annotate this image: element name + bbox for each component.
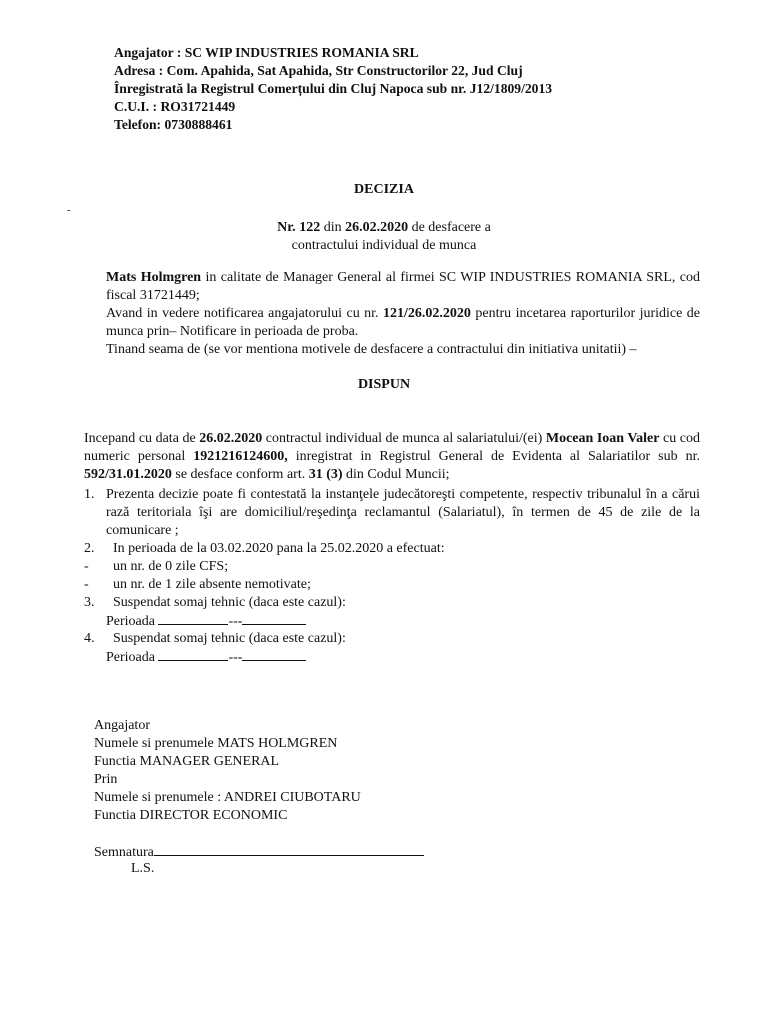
item-1-number: 1. — [84, 487, 95, 502]
intro-line3: Tinand seama de (se vor mentiona motivele de desfacere a contractului din initiativa unitatii) – — [106, 342, 637, 357]
dash-2: - — [84, 577, 89, 592]
decision-subject-1: de desfacere a — [408, 220, 491, 235]
decision-nr: 122 — [299, 220, 321, 235]
employer-header — [114, 44, 552, 134]
body-text-e: se desface conform art. — [171, 467, 309, 482]
employee-name: Mocean Ioan Valer — [545, 431, 660, 446]
body-text-b: contractul individual de munca al salariatului/(ei) — [262, 431, 546, 446]
stamp-placeholder: L.S. — [131, 861, 155, 876]
intro-line1: in calitate de Manager General al firmei SC WIP INDUSTRIES ROMANIA SRL, cod fiscal 31721449; — [106, 270, 700, 303]
decision-subject-2: contractului individual de munca — [291, 238, 477, 253]
body-text-d: inregistrat in Registrul General de Evidenta al Salariatilor sub nr. — [287, 449, 700, 464]
intro-paragraph — [106, 269, 700, 359]
document-title: DECIZIA — [354, 182, 414, 197]
period-start-blank — [158, 648, 228, 661]
stray-mark: - — [67, 205, 71, 216]
period-label: Perioada — [106, 650, 159, 665]
body-text-f: din Codul Muncii; — [342, 467, 450, 482]
decision-nr-label: Nr. — [277, 220, 300, 235]
dash-1: - — [84, 559, 89, 574]
item-2-text: In perioada de la 03.02.2020 pana la 25.02.2020 a efectuat: — [113, 541, 445, 556]
body-text-c: cu cod numeric personal — [84, 431, 700, 464]
decision-din: din — [320, 220, 346, 235]
decision-date: 26.02.2020 — [345, 220, 409, 235]
period-separator: --- — [228, 614, 243, 629]
manager-name: Mats Holmgren — [106, 270, 202, 285]
item-4-text: Suspendat somaj tehnic (daca este cazul): — [113, 631, 346, 646]
item-3-number: 3. — [84, 595, 95, 610]
decision-subtitle — [0, 219, 768, 255]
signature-block — [94, 717, 361, 825]
employer-address: Adresa : Com. Apahida, Sat Apahida, Str Constructorilor 22, Jud Cluj — [114, 63, 523, 78]
item-2a-text: un nr. de 0 zile CFS; — [113, 559, 229, 574]
sig-prin: Prin — [94, 772, 118, 787]
item-3-period — [106, 612, 306, 631]
employer-phone: Telefon: 0730888461 — [114, 117, 233, 132]
sig-function-2: Functia DIRECTOR ECONOMIC — [94, 808, 288, 823]
main-paragraph — [84, 430, 700, 484]
signature-blank — [154, 843, 424, 856]
sig-employer: Angajator — [94, 718, 150, 733]
item-2b-text: un nr. de 1 zile absente nemotivate; — [113, 577, 311, 592]
notice-number: 121/26.02.2020 — [383, 306, 471, 321]
employer-cui: C.U.I. : RO31721449 — [114, 99, 236, 114]
period-separator: --- — [228, 650, 243, 665]
item-3-text: Suspendat somaj tehnic (daca este cazul): — [113, 595, 346, 610]
sig-function-1: Functia MANAGER GENERAL — [94, 754, 280, 769]
period-start-blank — [158, 612, 228, 625]
sig-name-1: Numele si prenumele MATS HOLMGREN — [94, 736, 338, 751]
registry-number: 592/31.01.2020 — [84, 467, 172, 482]
intro-line2a: Avand in vedere notificarea angajatorului cu nr. — [106, 306, 384, 321]
employer-registry: Înregistrată la Registrul Comerțului din Cluj Napoca sub nr. J12/1809/2013 — [114, 81, 553, 96]
item-4-period — [106, 648, 306, 667]
intro-line2b: pentru incetarea raporturilor juridice de munca prin– Notificare in perioada de proba. — [106, 306, 701, 339]
employer-name: Angajator : SC WIP INDUSTRIES ROMANIA SRL — [114, 45, 419, 60]
period-end-blank — [242, 648, 306, 661]
body-text-a: Incepand cu data de — [84, 431, 200, 446]
sig-name-2: Numele si prenumele : ANDREI CIUBOTARU — [94, 790, 361, 805]
article-ref: 31 (3) — [308, 467, 343, 482]
item-4-number: 4. — [84, 631, 95, 646]
start-date: 26.02.2020 — [199, 431, 263, 446]
signature-label: Semnatura — [94, 845, 154, 860]
item-2-number: 2. — [84, 541, 95, 556]
period-end-blank — [242, 612, 306, 625]
period-label: Perioada — [106, 614, 159, 629]
dispun-heading: DISPUN — [357, 377, 411, 392]
cnp-value: 1921216124600, — [193, 449, 288, 464]
item-1-text: Prezenta decizie poate fi contestată la instanţele judecătoreşti competente, respectiv tribunalul în a cărui rază teritoriala îşi are domiciliul/reşedinţa reclamantul (Salariatul), în termen de 45 de zile de la comunicare ; — [106, 487, 700, 538]
